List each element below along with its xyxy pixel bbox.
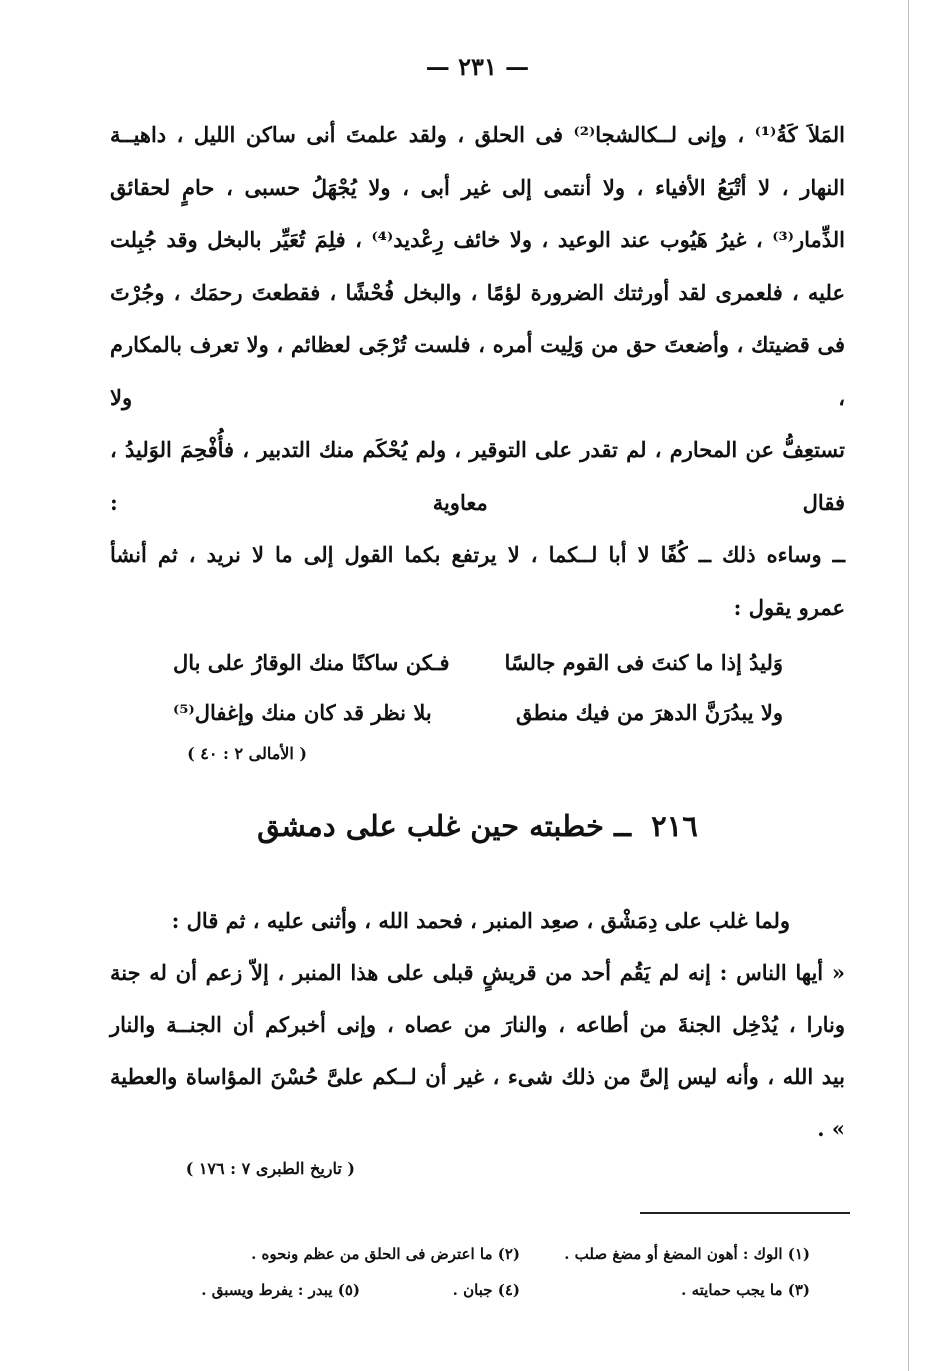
section-separator: ــ: [614, 809, 631, 843]
footnote-row: [190, 1236, 810, 1272]
speech-source-citation: ( تاريخ الطبرى ٧ : ١٧٦ ): [185, 1159, 355, 1178]
text-line: النهار ، لا أتْبَعُ الأفياء ، ولا أنتمى إلى غير أبى ، ولا يُجْهَلُ حسبى ، حامٍ لحقائق: [110, 174, 845, 200]
poem: [110, 638, 845, 763]
text-line: ونارا ، يُدْخِل الجنةَ من أطاعه ، والنارَ من عصاه ، وإنى أخبركم أن الجنــة والنار: [110, 1012, 845, 1037]
footnote: (٢) ما اعترض فى الحلق من عظم ونحوه .: [251, 1245, 520, 1263]
section-number: ٢١٦: [651, 809, 698, 843]
text-line: عمرو يقول :: [733, 594, 845, 620]
text-line: تستعِفُّ عن المحارم ، لم تقدر على التوقير ، ولم يُحْكَم منك التدبير ، فأُفْحِمَ الوَليدُ ، فقال معاوية :: [110, 437, 845, 515]
poem-verse: [173, 688, 845, 738]
speech-text: [110, 895, 845, 1178]
text-line: بيد الله ، وأنه ليس إلىَّ من ذلك شىء ، غير أن لــكم علىَّ حُسْنَ المؤاساة والعطية » .: [110, 1064, 845, 1141]
footnote-separator: [640, 1212, 850, 1214]
poem-source-citation: ( الأمالى ٢ : ٤٠ ): [187, 744, 307, 763]
footnotes: [190, 1236, 810, 1308]
text-line: المَلاَ كَةُ⁽¹⁾ ، وإنى لــكالشجا⁽²⁾ فى الحلق ، ولقد علمتَ أنى ساكن الليل ، داهيــة: [110, 122, 845, 147]
speech-intro: ولما غلب على دِمَشْق ، صعِد المنبر ، فحمد الله ، وأثنى عليه ، ثم قال :: [171, 908, 790, 933]
footnote: (٥) يبدر : يفرط ويسبق .: [201, 1281, 360, 1299]
footnote: (٤) جبان .: [452, 1281, 520, 1299]
page-number: — ٢٣١ —: [425, 52, 530, 81]
first-hemistich: ولا يبدُرَنَّ الدهرَ من فيك منطق: [516, 700, 783, 725]
text-line: ــ وساءه ذلك ــ كُفًا لا أبا لــكما ، لا يرتفع بكما القول إلى ما لا نريد ، ثم أنشأ: [110, 542, 845, 567]
text-line: « أيها الناس : إنه لم يَقُم أحد من قريشٍ قبلى على هذا المنبر ، إلاّ زعم أن له جنة: [110, 960, 845, 985]
footnote-row: [190, 1272, 810, 1308]
text-line: الذِّمار⁽³⁾ ، غيرُ هَيُوب عند الوعيد ، ولا خائف رِعْديد⁽⁴⁾ ، فلِمَ تُعَيِّر بالبخل وقد جُبِلت: [110, 227, 846, 252]
book-page: [110, 52, 845, 1178]
second-hemistich: بلا نظر قد كان منك وإغفال⁽⁵⁾: [173, 700, 432, 725]
first-hemistich: وَليدُ إذا ما كنتَ فى القوم جالسًا: [504, 650, 783, 675]
text-line: فى قضيتك ، وأضعتَ حق من وَلِيت أمره ، فلست تُرْجَى لعظائم ، ولا تعرف بالمكارم ، ولا: [110, 332, 845, 410]
opening-paragraph: [110, 109, 845, 634]
second-hemistich: فـكن ساكنًا منك الوقارُ على بال: [173, 650, 450, 675]
text-line: عليه ، فلعمرى لقد أورثتك الضرورة لؤمًا ، والبخل فُحْشًا ، فقطعتَ رحمَك ، وجُرْتَ: [110, 279, 845, 305]
footnote: (٣) ما يجب حمايته .: [681, 1281, 810, 1299]
poem-verse: [173, 638, 845, 688]
page-edge-line: [908, 0, 909, 1371]
section-title: خطبته حين غلب على دمشق: [257, 809, 604, 843]
section-heading: [110, 809, 845, 843]
footnote: (١) الوك : أهون المضغ أو مضغ صلب .: [564, 1245, 810, 1263]
